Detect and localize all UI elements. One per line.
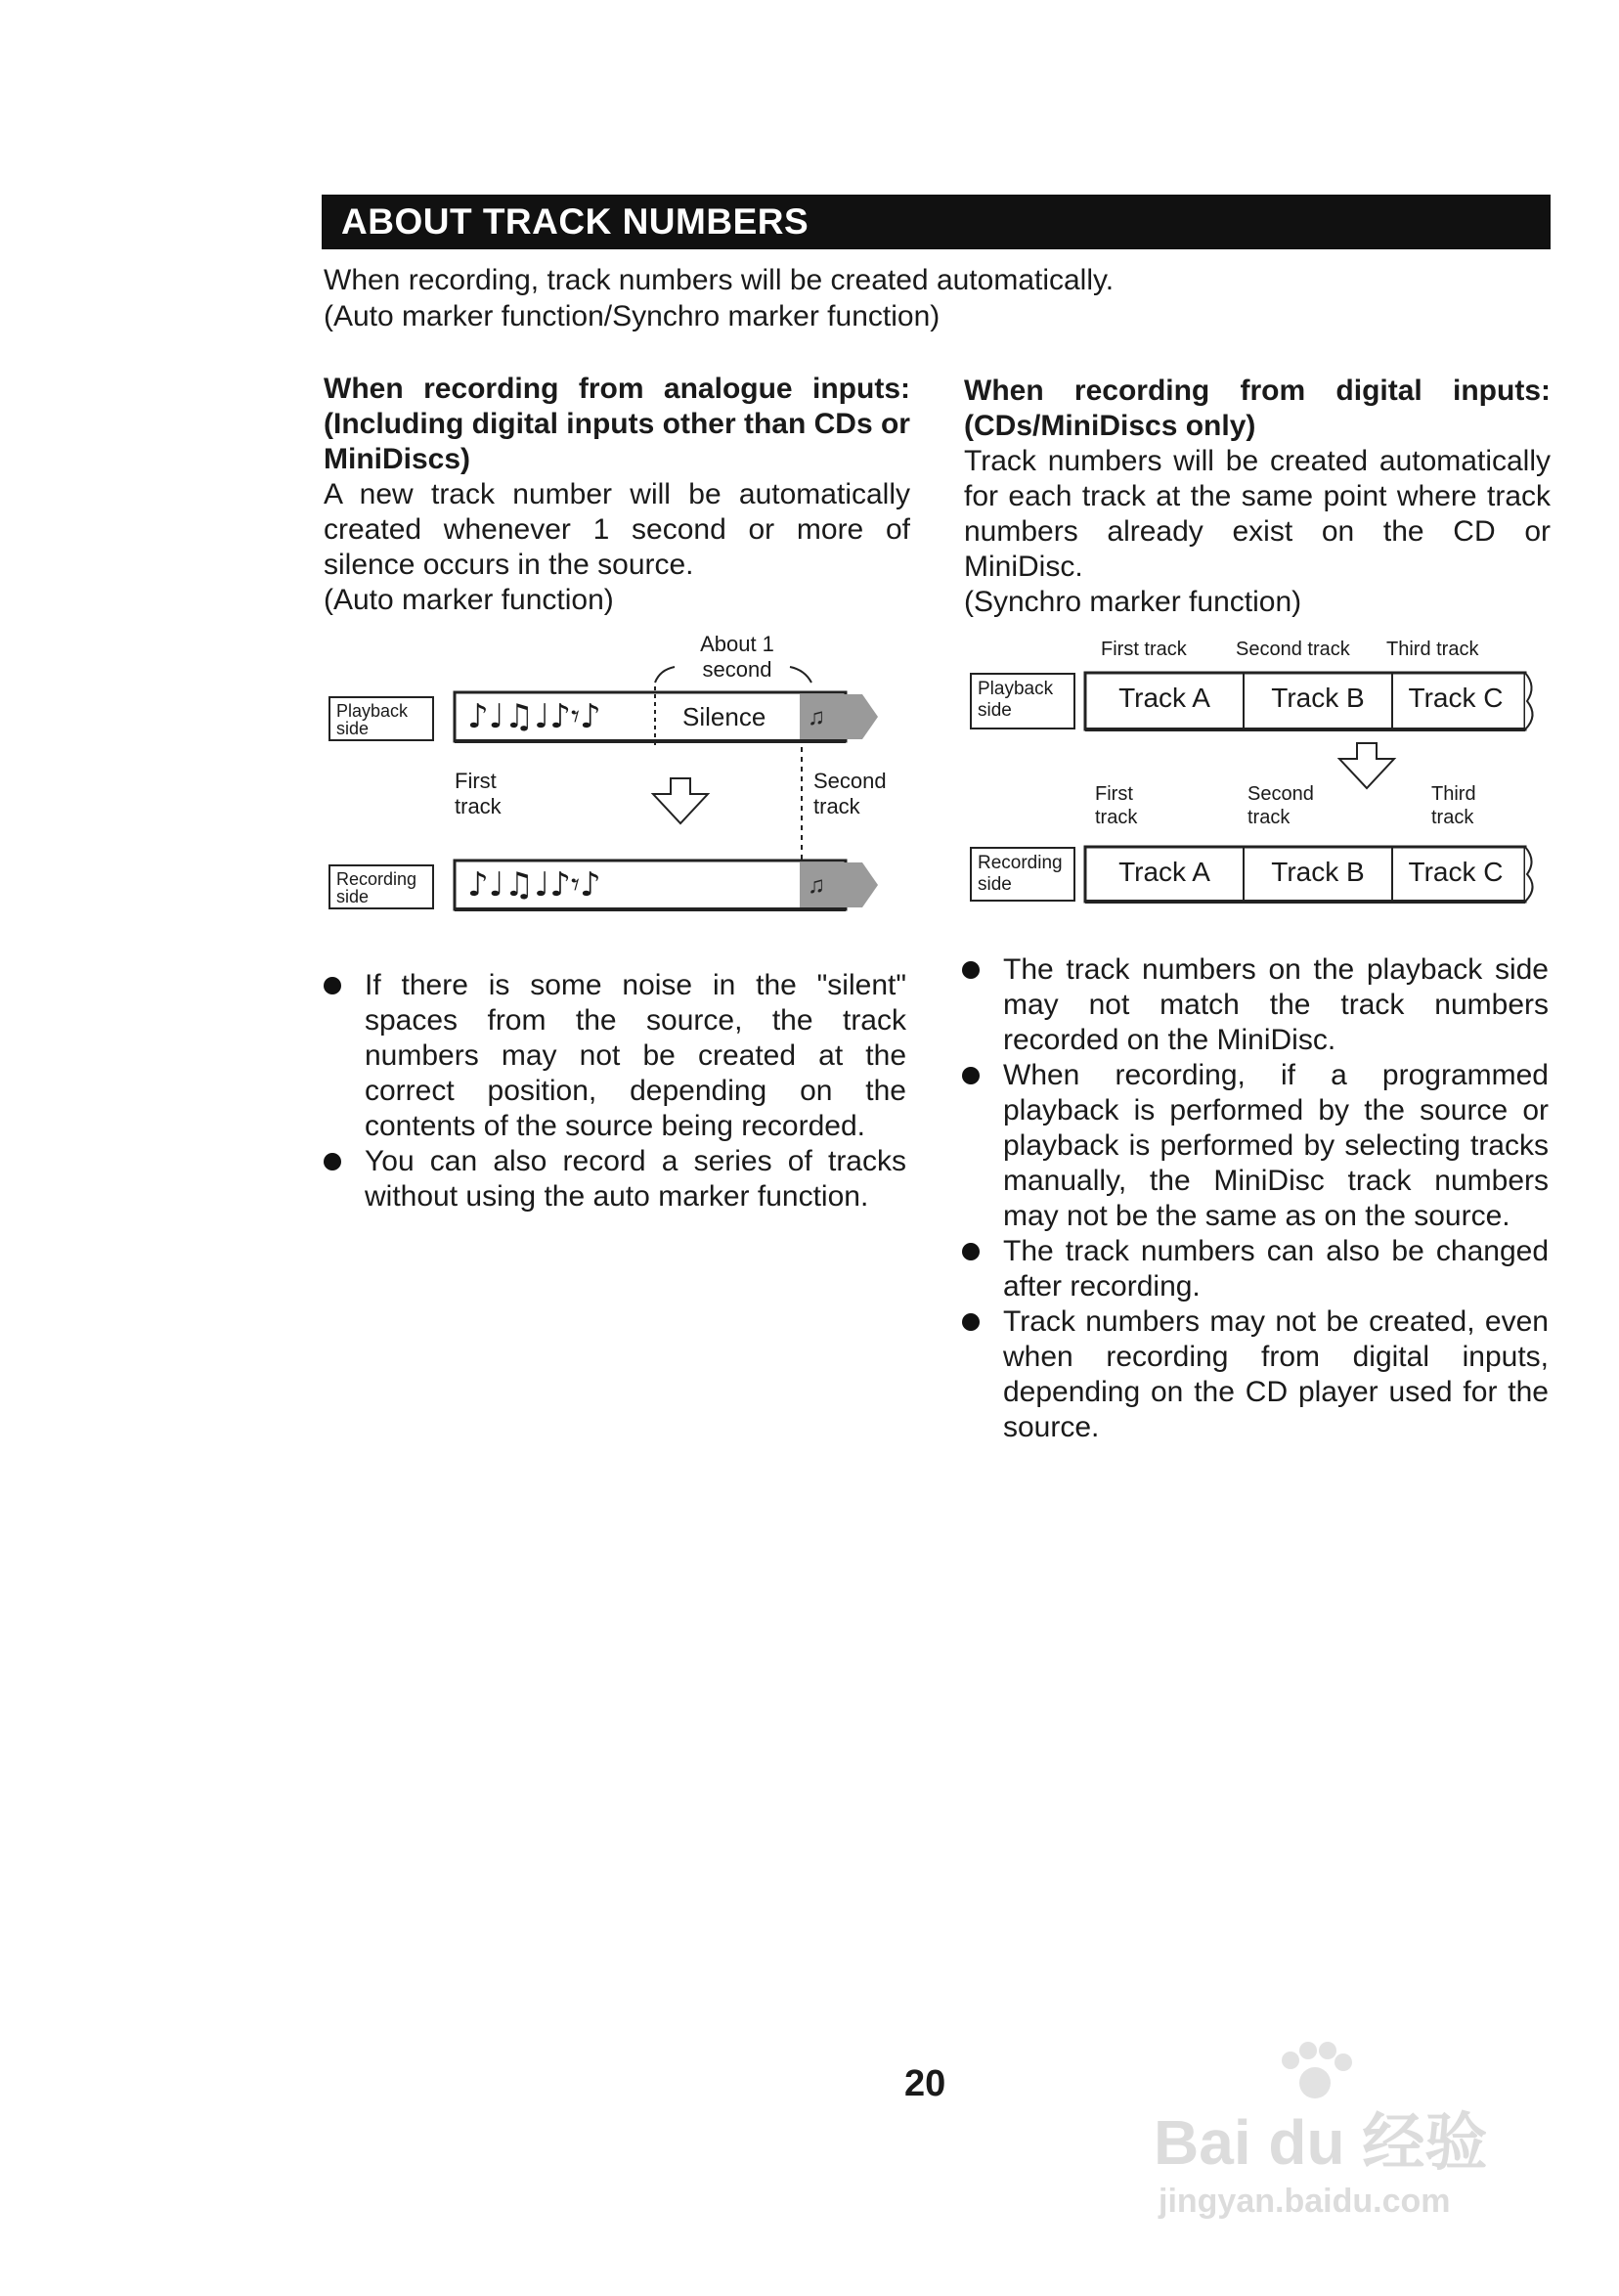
watermark-brand: Bai du 经验: [1154, 2107, 1488, 2178]
digital-heading: When recording from digital inputs: (CDs/MiniDiscs only): [964, 375, 1551, 442]
recording-notes: ♪♩♫♩♪𝄾♪: [467, 865, 601, 905]
page-number: 20: [904, 2063, 946, 2104]
second-track-label: Second track: [813, 769, 887, 818]
playback-music-icon: ♫: [808, 704, 825, 730]
analogue-body: A new track number will be automatically created whenever 1 second or more of silence occurs in the source.: [324, 478, 910, 581]
list-item: The track numbers can also be changed after recording.: [962, 1234, 1549, 1304]
bullet-icon: [962, 961, 980, 979]
about-one-second-label: About 1 second: [700, 632, 774, 682]
digital-diagram: [968, 634, 1554, 927]
list-item: If there is some noise in the "silent" spaces from the source, the track numbers may not be created at the correct position, depending on the contents of the source being recorded.: [324, 968, 906, 1144]
playback-track-a: Track A: [1118, 683, 1210, 713]
silence-label: Silence: [682, 702, 766, 731]
bottom-label-third: Third track: [1431, 783, 1476, 828]
top-label-first: First track: [1101, 639, 1187, 660]
bullet-icon: [962, 1067, 980, 1084]
bullet-icon: [962, 1243, 980, 1260]
list-item: The track numbers on the playback side may not match the track numbers recorded on the MiniDisc.: [962, 952, 1549, 1058]
bottom-label-first: First track: [1095, 783, 1138, 828]
analogue-heading: When recording from analogue inputs: (Including digital inputs other than CDs or MiniDiscs): [324, 373, 910, 475]
section-title: ABOUT TRACK NUMBERS: [322, 195, 1551, 249]
bullet-icon: [324, 977, 341, 994]
first-track-label: First track: [455, 769, 502, 818]
top-label-third: Third track: [1386, 639, 1479, 660]
top-label-second: Second track: [1236, 639, 1350, 660]
right-column: [964, 374, 1551, 620]
analogue-diagram: [323, 626, 919, 919]
analogue-notes-list: [324, 968, 906, 1214]
list-item: Track numbers may not be created, even when recording from digital inputs, depending on the CD player used for the source.: [962, 1304, 1549, 1445]
recording-track-b: Track B: [1271, 857, 1365, 887]
list-item: You can also record a series of tracks without using the auto marker function.: [324, 1144, 906, 1214]
bullet-icon: [324, 1153, 341, 1170]
playback-track-b: Track B: [1271, 683, 1365, 713]
playback-notes: ♪♩♫♩♪𝄾♪: [467, 697, 601, 736]
paw-icon: [1271, 2039, 1359, 2107]
recording-music-icon: ♫: [808, 872, 825, 899]
recording-track-a: Track A: [1118, 857, 1210, 887]
list-item: When recording, if a programmed playback is performed by the source or playback is performed by selecting tracks manually, the MiniDisc track numbers may not be the same as on the source.: [962, 1058, 1549, 1234]
intro-line-2: (Auto marker function/Synchro marker function): [324, 300, 941, 332]
analogue-playback-label: Playback side: [328, 696, 434, 741]
synchro-marker-note: (Synchro marker function): [964, 586, 1302, 618]
digital-recording-label: Recording side: [970, 847, 1075, 902]
left-column: [324, 372, 910, 618]
auto-marker-note: (Auto marker function): [324, 584, 614, 616]
analogue-recording-label: Recording side: [328, 864, 434, 909]
intro-text: [324, 262, 1399, 334]
digital-notes-list: [962, 952, 1549, 1445]
bullet-icon: [962, 1313, 980, 1331]
playback-track-c: Track C: [1408, 683, 1504, 713]
recording-track-c: Track C: [1408, 857, 1504, 887]
intro-line-1: When recording, track numbers will be created automatically.: [324, 264, 1115, 296]
digital-body: Track numbers will be created automatically for each track at the same point where track numbers already exist on the CD or MiniDisc.: [964, 445, 1551, 583]
bottom-label-second: Second track: [1247, 783, 1314, 828]
digital-playback-label: Playback side: [970, 673, 1075, 729]
watermark-url: jingyan.baidu.com: [1159, 2183, 1451, 2220]
